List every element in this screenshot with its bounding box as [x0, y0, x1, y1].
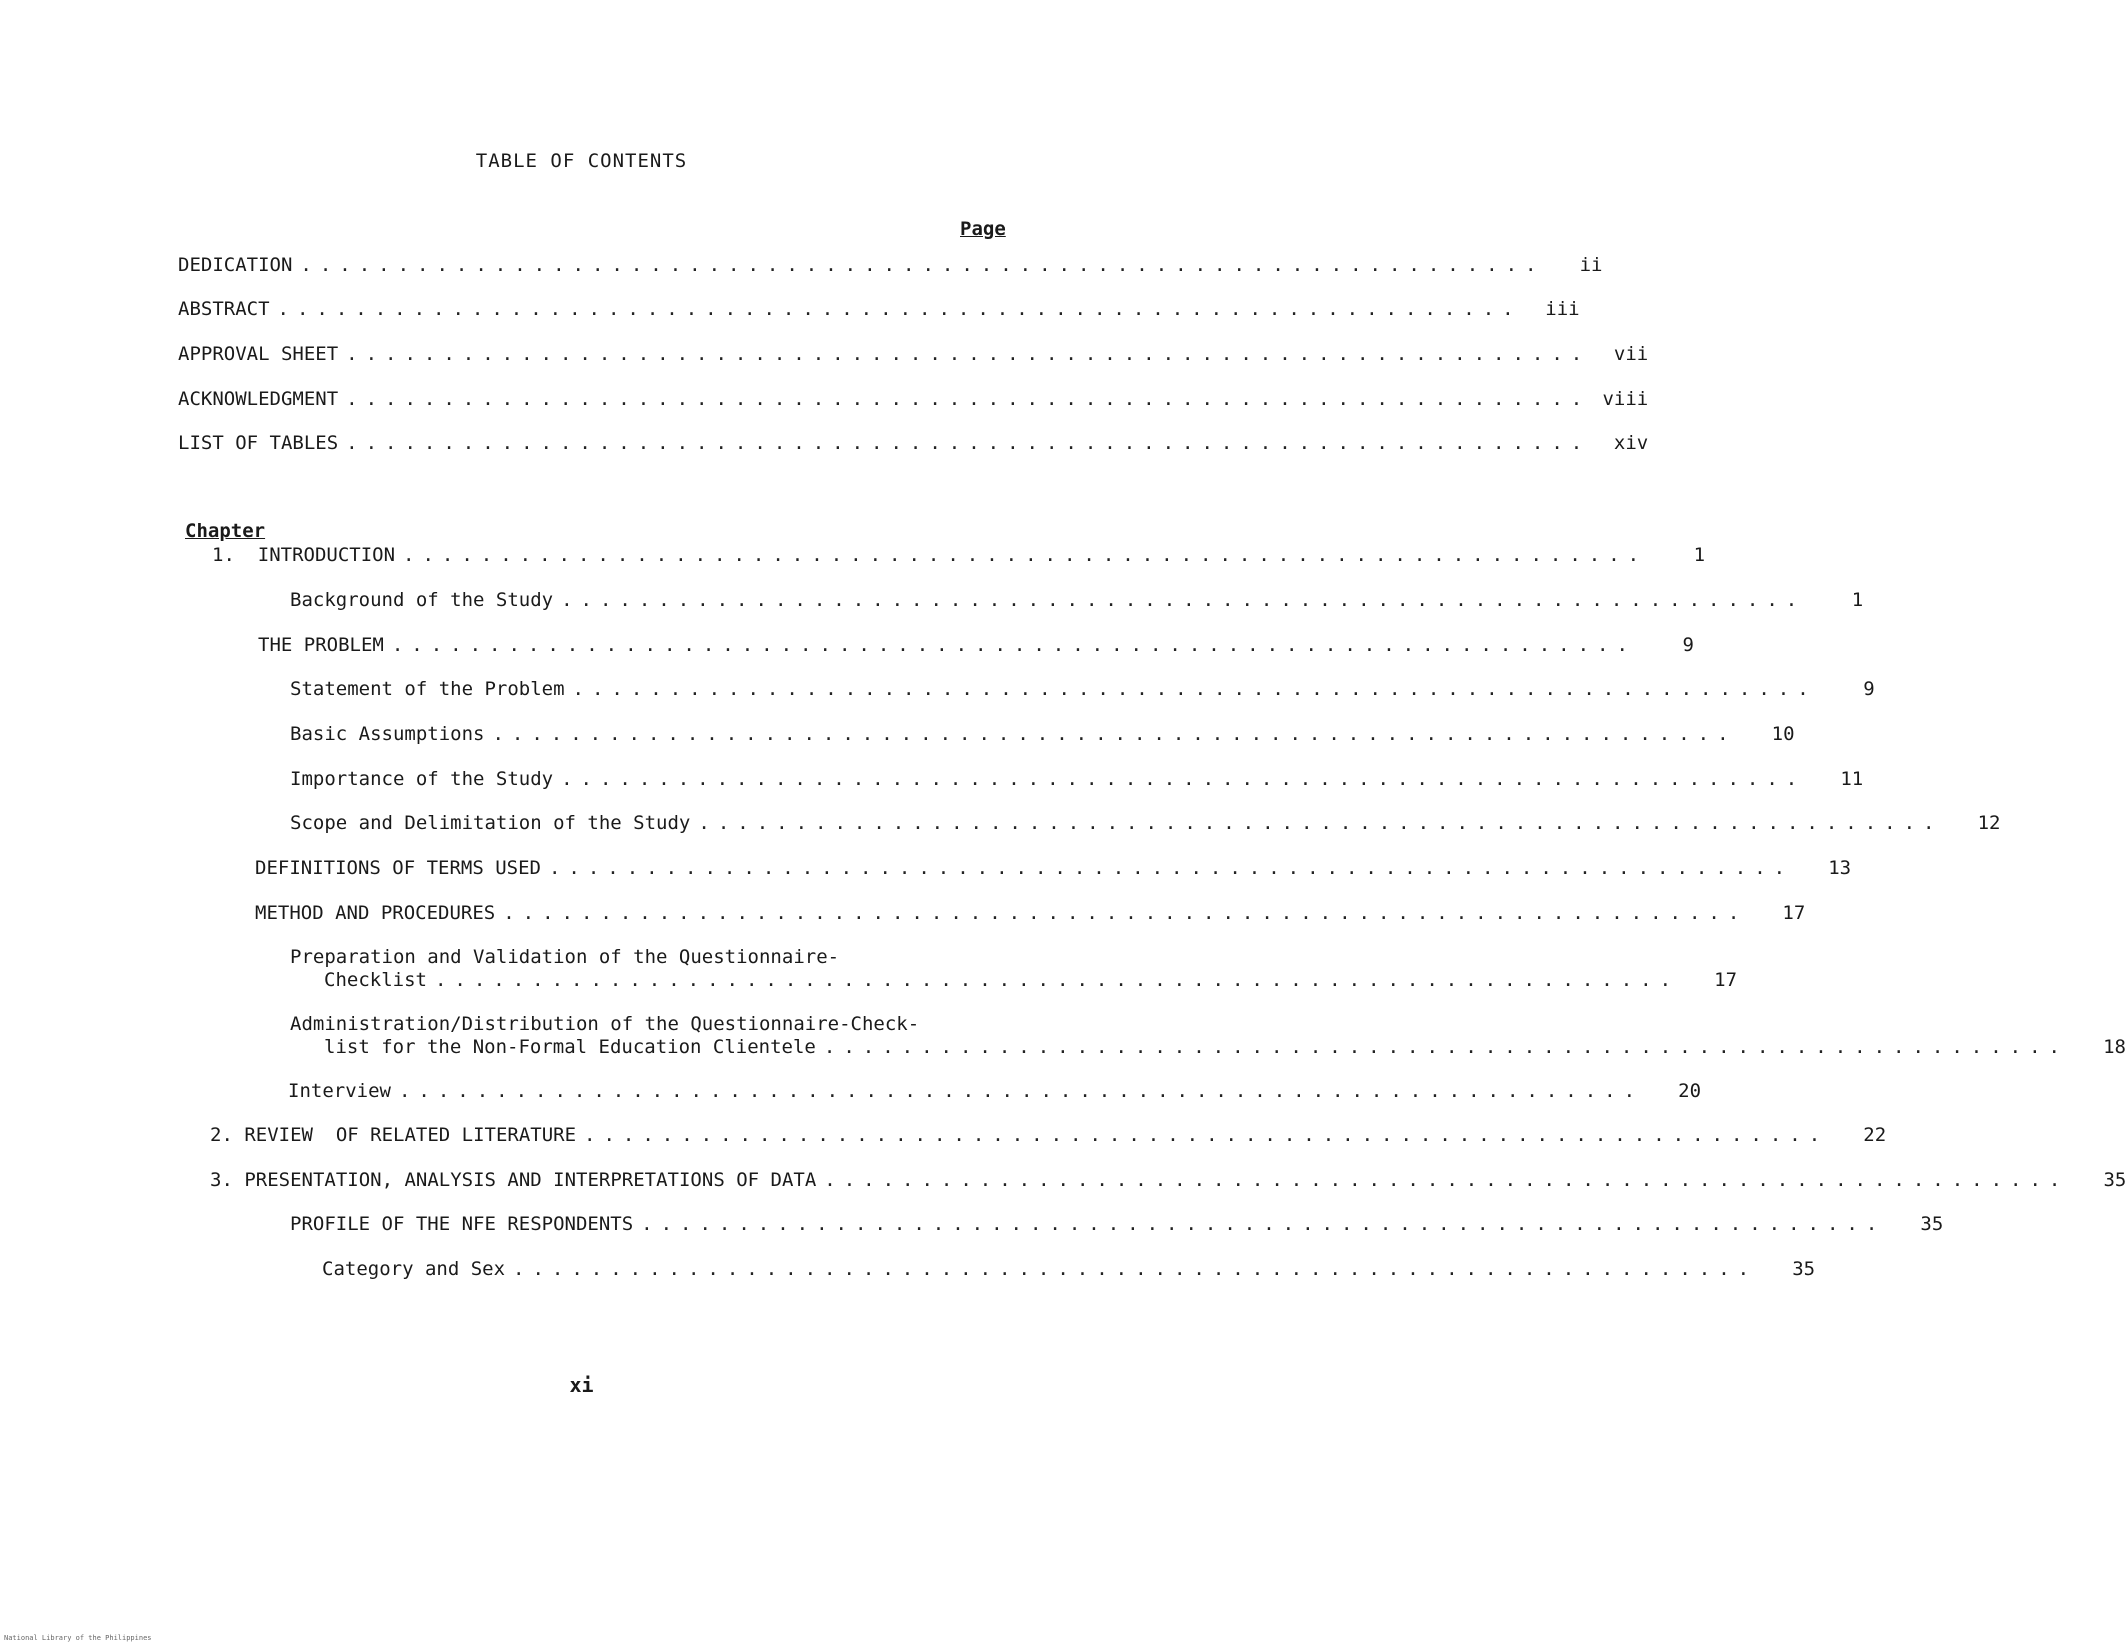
toc-entry-page: xiv: [1613, 432, 1649, 454]
toc-entry-interview[interactable]: [288, 1080, 1702, 1103]
toc-entry-label-continued: list for the Non-Formal Education Clientele: [324, 1036, 816, 1058]
toc-entry-statement-of-problem[interactable]: [290, 678, 1875, 701]
toc-entry-label: 3. PRESENTATION, ANALYSIS AND INTERPRETATIONS OF DATA: [210, 1169, 817, 1191]
toc-entry-the-problem[interactable]: [258, 634, 1694, 657]
page-title: TABLE OF CONTENTS: [475, 150, 688, 172]
toc-entry-preparation-validation[interactable]: [290, 946, 1738, 992]
dot-leader: ................................................................: [561, 768, 1806, 790]
toc-entry-label: Importance of the Study: [290, 768, 554, 790]
dot-leader: ................................................................: [641, 1213, 1886, 1235]
toc-entry-label-continued: Checklist: [324, 969, 427, 991]
dot-leader: ................................................................: [572, 678, 1817, 700]
toc-entry-page: 10: [1771, 723, 1795, 745]
toc-entry-method-procedures[interactable]: [255, 902, 1806, 925]
toc-entry-page: 20: [1678, 1080, 1702, 1102]
dot-leader: ................................................................: [698, 812, 1943, 834]
chapter-header: Chapter: [185, 520, 266, 542]
toc-entry-review-literature[interactable]: [210, 1124, 1887, 1147]
toc-entry-administration[interactable]: [290, 1013, 2126, 1059]
toc-entry-introduction[interactable]: [212, 544, 1706, 567]
toc-entry-page: 1: [1851, 589, 1864, 611]
toc-entry-page: 35: [2103, 1169, 2126, 1191]
toc-entry-page: 35: [1920, 1213, 1944, 1235]
toc-entry-label: Statement of the Problem: [290, 678, 565, 700]
page-column-header: Page: [960, 218, 1006, 240]
dot-leader: ................................................................: [398, 1080, 1644, 1102]
toc-entry-acknowledgment[interactable]: [178, 388, 1649, 411]
toc-entry-label: Preparation and Validation of the Questionnaire-: [290, 946, 840, 968]
dot-leader: ................................................................: [391, 634, 1636, 656]
toc-entry-basic-assumptions[interactable]: [290, 723, 1795, 746]
toc-entry-dedication[interactable]: [178, 254, 1603, 277]
toc-entry-background[interactable]: [290, 589, 1864, 612]
dot-leader: ................................................................: [277, 298, 1522, 320]
dot-leader: ................................................................: [346, 432, 1591, 454]
dot-leader: ................................................................: [824, 1169, 2069, 1191]
toc-entry-abstract[interactable]: [178, 298, 1580, 321]
dot-leader: ................................................................: [548, 857, 1794, 879]
toc-entry-page: 1: [1693, 544, 1706, 566]
toc-entry-importance[interactable]: [290, 768, 1864, 791]
toc-entry-label: 2. REVIEW OF RELATED LITERATURE: [210, 1124, 577, 1146]
toc-entry-label: ACKNOWLEDGMENT: [178, 388, 339, 410]
toc-entry-page: 35: [1792, 1258, 1816, 1280]
toc-entry-page: 22: [1863, 1124, 1887, 1146]
toc-entry-label: DEFINITIONS OF TERMS USED: [255, 857, 541, 879]
toc-entry-label: APPROVAL SHEET: [178, 343, 339, 365]
dot-leader: ................................................................: [492, 723, 1737, 745]
toc-entry-page: iii: [1545, 298, 1580, 320]
toc-entry-page: 12: [1977, 812, 2001, 834]
toc-entry-label: DEDICATION: [178, 254, 293, 276]
toc-entry-label: METHOD AND PROCEDURES: [255, 902, 496, 924]
toc-entry-page: 13: [1828, 857, 1852, 879]
toc-entry-page: viii: [1602, 388, 1649, 410]
dot-leader: ................................................................: [434, 969, 1680, 991]
toc-entry-label: THE PROBLEM: [258, 634, 384, 656]
dot-leader: ................................................................: [346, 388, 1591, 410]
toc-entry-label: Basic Assumptions: [290, 723, 485, 745]
dot-leader: ................................................................: [346, 343, 1591, 365]
toc-entry-label: PROFILE OF THE NFE RESPONDENTS: [290, 1213, 634, 1235]
toc-entry-definitions[interactable]: [255, 857, 1852, 880]
footer-page-number: xi: [569, 1373, 594, 1397]
toc-entry-label: Scope and Delimitation of the Study: [290, 812, 691, 834]
toc-entry-profile-respondents[interactable]: [290, 1213, 1944, 1236]
dot-leader: ................................................................: [823, 1036, 2068, 1058]
toc-entry-presentation-analysis[interactable]: [210, 1169, 2126, 1192]
toc-entry-label: Interview: [288, 1080, 391, 1102]
toc-entry-label: Background of the Study: [290, 589, 554, 611]
library-note: National Library of the Philippines: [4, 1634, 152, 1642]
toc-entry-page: vii: [1613, 343, 1649, 365]
toc-entry-label: ABSTRACT: [178, 298, 270, 320]
toc-entry-label: Category and Sex: [322, 1258, 506, 1280]
toc-entry-page: 17: [1782, 902, 1806, 924]
toc-entry-label: Administration/Distribution of the Questionnaire-Check-: [290, 1013, 920, 1035]
toc-entry-category-sex[interactable]: [322, 1258, 1816, 1281]
toc-entry-page: 11: [1840, 768, 1864, 790]
toc-entry-page: 17: [1714, 969, 1738, 991]
toc-entry-label: 1. INTRODUCTION: [212, 544, 396, 566]
dot-leader: ................................................................: [503, 902, 1748, 924]
toc-entry-page: 9: [1863, 678, 1875, 700]
toc-entry-page: 18: [2103, 1036, 2126, 1058]
toc-entry-list-of-tables[interactable]: [178, 432, 1649, 455]
dot-leader: ................................................................: [561, 589, 1806, 611]
toc-entry-page: ii: [1579, 254, 1603, 276]
toc-entry-label: LIST OF TABLES: [178, 432, 339, 454]
toc-entry-approval-sheet[interactable]: [178, 343, 1649, 366]
dot-leader: ................................................................: [300, 254, 1545, 276]
toc-entry-page: 9: [1682, 634, 1694, 656]
dot-leader: ................................................................: [513, 1258, 1758, 1280]
dot-leader: ................................................................: [403, 544, 1648, 566]
toc-entry-scope[interactable]: [290, 812, 2001, 835]
dot-leader: ................................................................: [584, 1124, 1829, 1146]
